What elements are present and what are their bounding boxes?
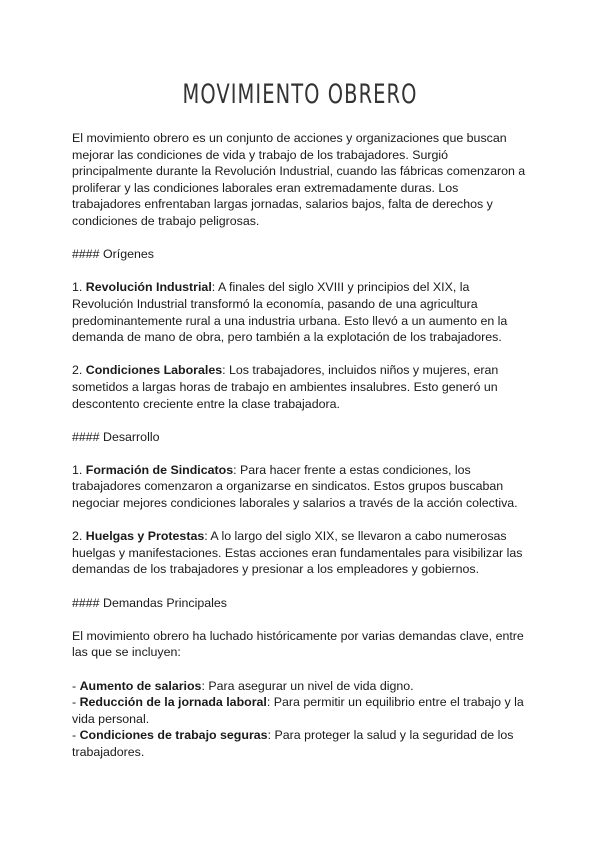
- demandas-intro: El movimiento obrero ha luchado históricamente por varias demandas clave, entre las que se incluyen:: [72, 628, 524, 660]
- item-term: Reducción de la jornada laboral: [79, 695, 267, 710]
- section-heading-origenes: #### Orígenes: [72, 247, 154, 262]
- demandas-list-item: [72, 727, 528, 760]
- section-heading-desarrollo: #### Desarrollo: [72, 429, 160, 444]
- item-number: 1.: [72, 280, 86, 295]
- list-prefix: -: [72, 695, 80, 710]
- item-term: Revolución Industrial: [85, 280, 212, 295]
- item-text: : Para hacer frente a estas condiciones, los trabajadores comenzaron a organizarse en sindicatos. Estos grupos buscaban negociar mejores condiciones laborales y salarios a través de la acción colectiva.: [72, 462, 518, 511]
- item-text: : A lo largo del siglo XIX, se llevaron a cabo numerosas huelgas y manifestaciones. Estas acciones eran fundamentales para visibilizar las demandas de los trabajadores y presionar a los empleadores y gobiernos.: [72, 529, 523, 577]
- item-term: Condiciones Laborales: [85, 363, 223, 378]
- item-number: 2.: [72, 529, 86, 544]
- list-prefix: -: [72, 728, 80, 743]
- item-term: Condiciones de trabajo seguras: [79, 728, 268, 743]
- origenes-item: [72, 362, 528, 412]
- item-term: Aumento de salarios: [79, 678, 202, 693]
- item-text: : Para asegurar un nivel de vida digno.: [201, 678, 414, 693]
- list-prefix: -: [72, 678, 80, 693]
- document-body: [72, 130, 528, 761]
- item-text: : Para permitir un equilibrio entre el trabajo y la vida personal.: [72, 695, 524, 726]
- item-number: 1.: [72, 462, 86, 477]
- origenes-item: [72, 279, 528, 345]
- demandas-list-item: [72, 694, 528, 727]
- section-heading-demandas: #### Demandas Principales: [72, 595, 227, 610]
- document-title: MOVIMIENTO OBRERO: [182, 79, 418, 110]
- item-text: : A finales del siglo XVIII y principios del XIX, la Revolución Industrial transformó la economía, pasando de una agricultura predominantemente rural a una industria urbana. Esto llevó a un aumento en la demanda de mano de obra, pero también a la explotación de los trabajadores.: [72, 280, 508, 345]
- item-number: 2.: [72, 363, 86, 378]
- demandas-list-item: [72, 678, 528, 695]
- intro-paragraph: El movimiento obrero es un conjunto de acciones y organizaciones que buscan mejorar las condiciones de vida y trabajo de los trabajadores. Surgió principalmente durante la Revolución Industrial, cuando las fábricas comenzaron a proliferar y las condiciones laborales eran extremadamente duras. Los trabajadores enfrentaban largas jornadas, salarios bajos, falta de derechos y condiciones de trabajo peligrosas.: [72, 131, 526, 228]
- item-text: : Los trabajadores, incluidos niños y mujeres, eran sometidos a largas horas de trabajo en ambientes insalubres. Esto generó un descontento creciente entre la clase trabajadora.: [72, 363, 499, 411]
- item-text: : Para proteger la salud y la seguridad de los trabajadores.: [72, 728, 514, 759]
- item-term: Huelgas y Protestas: [85, 529, 205, 544]
- item-term: Formación de Sindicatos: [85, 462, 234, 477]
- desarrollo-item: [72, 528, 528, 578]
- desarrollo-item: [72, 462, 528, 512]
